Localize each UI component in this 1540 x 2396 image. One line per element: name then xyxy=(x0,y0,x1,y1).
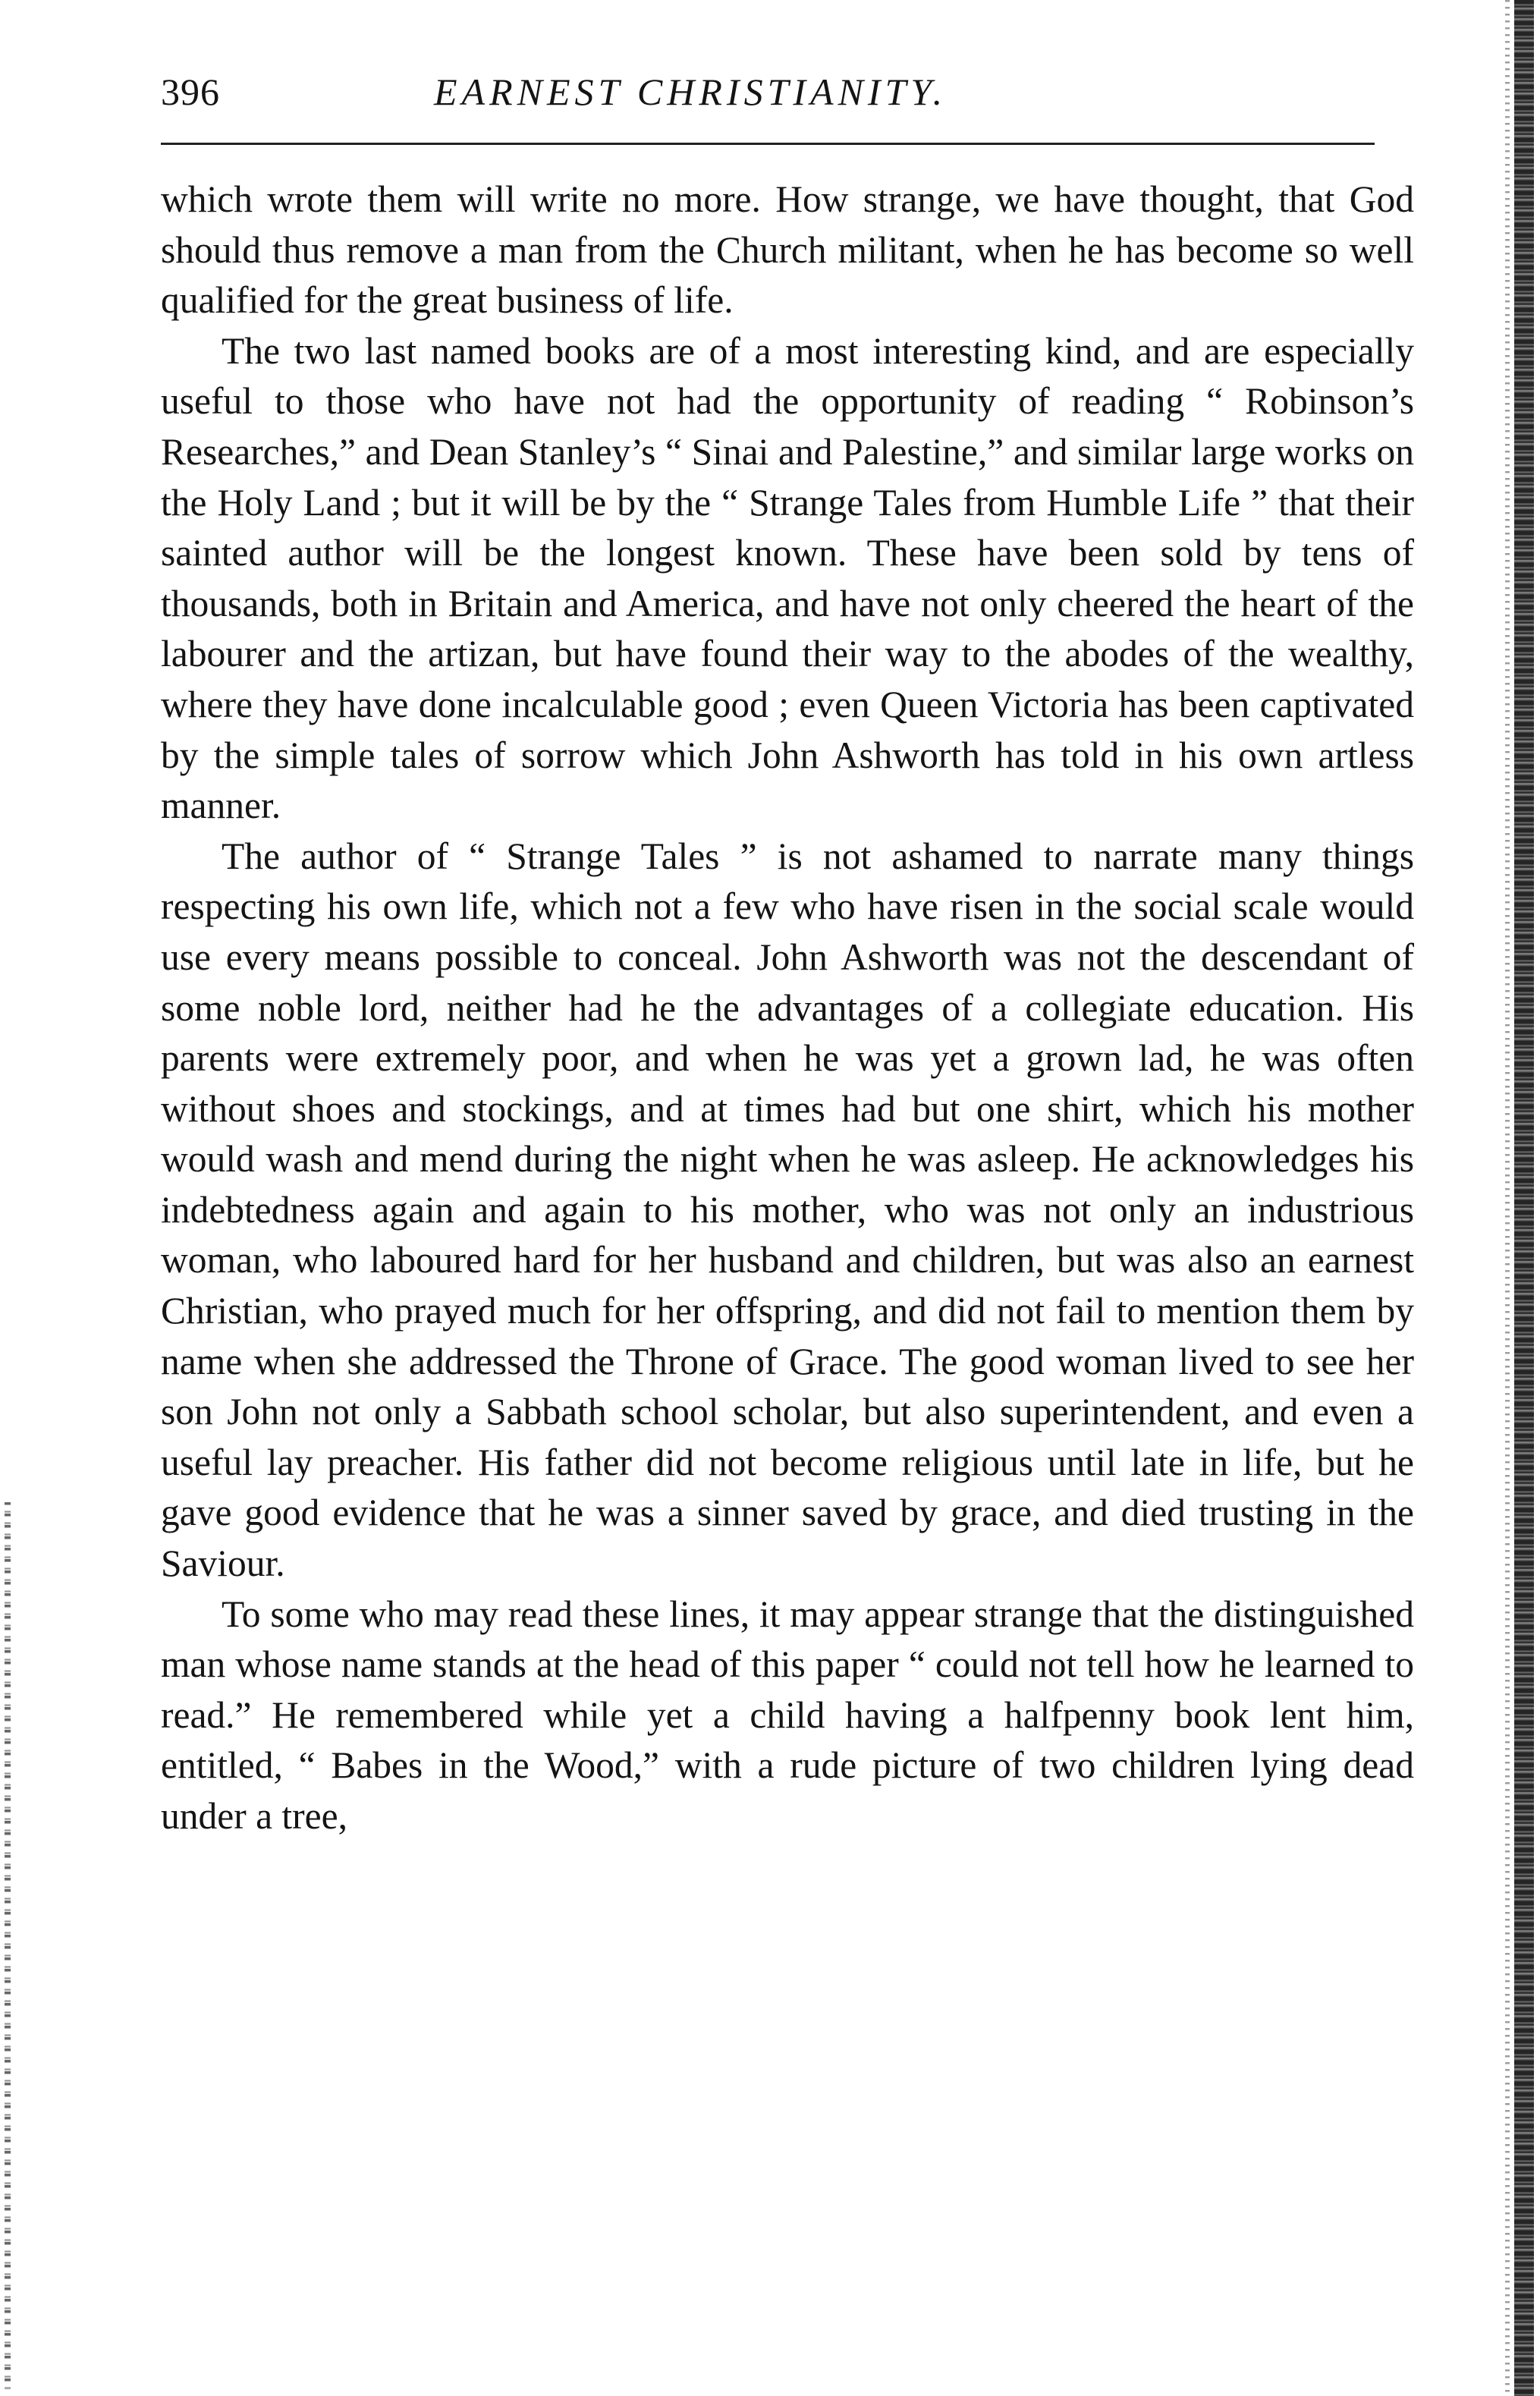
binding-edge xyxy=(1514,0,1534,2396)
running-title: EARNEST CHRISTIANITY. xyxy=(434,71,948,113)
paragraph-continuation: which wrote them will write no more. How strange, we have thought, that God should thus remove a man from the Church militant, when he has become so well qualified for the great business of life. xyxy=(161,178,1414,322)
paragraph-books: The two last named books are of a most interesting kind, and are especially useful to those who have not had the opportunity of reading “ Robinson’s Researches,” and Dean Stanley’s “ Sinai and Palestine,” and similar large works on the Holy Land ; but it will be by the “ Strange Tales from Humble Life ” that their sainted author will be the longest known. These have been sold by tens of thousands, both in Britain and America, and have not only cheered the heart of the labourer and the artizan, but have found their way to the abodes of the wealthy, where they have done incalculable good ; even Queen Victoria has been captivated by the simple tales of sorrow which John Ashworth has told in his own artless manner. xyxy=(161,329,1414,827)
gutter-speckle xyxy=(5,1502,11,2390)
page-number: 396 xyxy=(161,71,220,113)
page-header xyxy=(161,70,1375,123)
header-rule xyxy=(161,143,1375,145)
paragraph-author-life: The author of “ Strange Tales ” is not ashamed to narrate many things respecting his own life, which not a few who have risen in the social scale would use every means possible to conceal. John Ashworth was not the descendant of some noble lord, neither had he the advantages of a collegiate education. His parents were extremely poor, and when he was yet a grown lad, he was often without shoes and stockings, and at times had but one shirt, which his mother would wash and mend during the night when he was asleep. He acknowledges his indebtedness again and again to his mother, who was not only an industrious woman, who laboured hard for her husband and children, but was also an earnest Christian, who prayed much for her offspring, and did not fail to mention them by name when she addressed the Throne of Grace. The good woman lived to see her son John not only a Sabbath school scholar, but also superintendent, and even a useful lay preacher. His father did not become religious until late in life, but he gave good evidence that he was a sinner saved by grace, and died trusting in the Saviour. xyxy=(161,835,1414,1585)
paragraph-learning-to-read: To some who may read these lines, it may appear strange that the distinguished man whose name stands at the head of this paper “ could not tell how he learned to read.” He remembered while yet a child having a halfpenny book lent him, entitled, “ Babes in the Wood,” with a rude picture of two children lying dead under a tree, xyxy=(161,1593,1414,1837)
body-text xyxy=(161,175,1414,1842)
